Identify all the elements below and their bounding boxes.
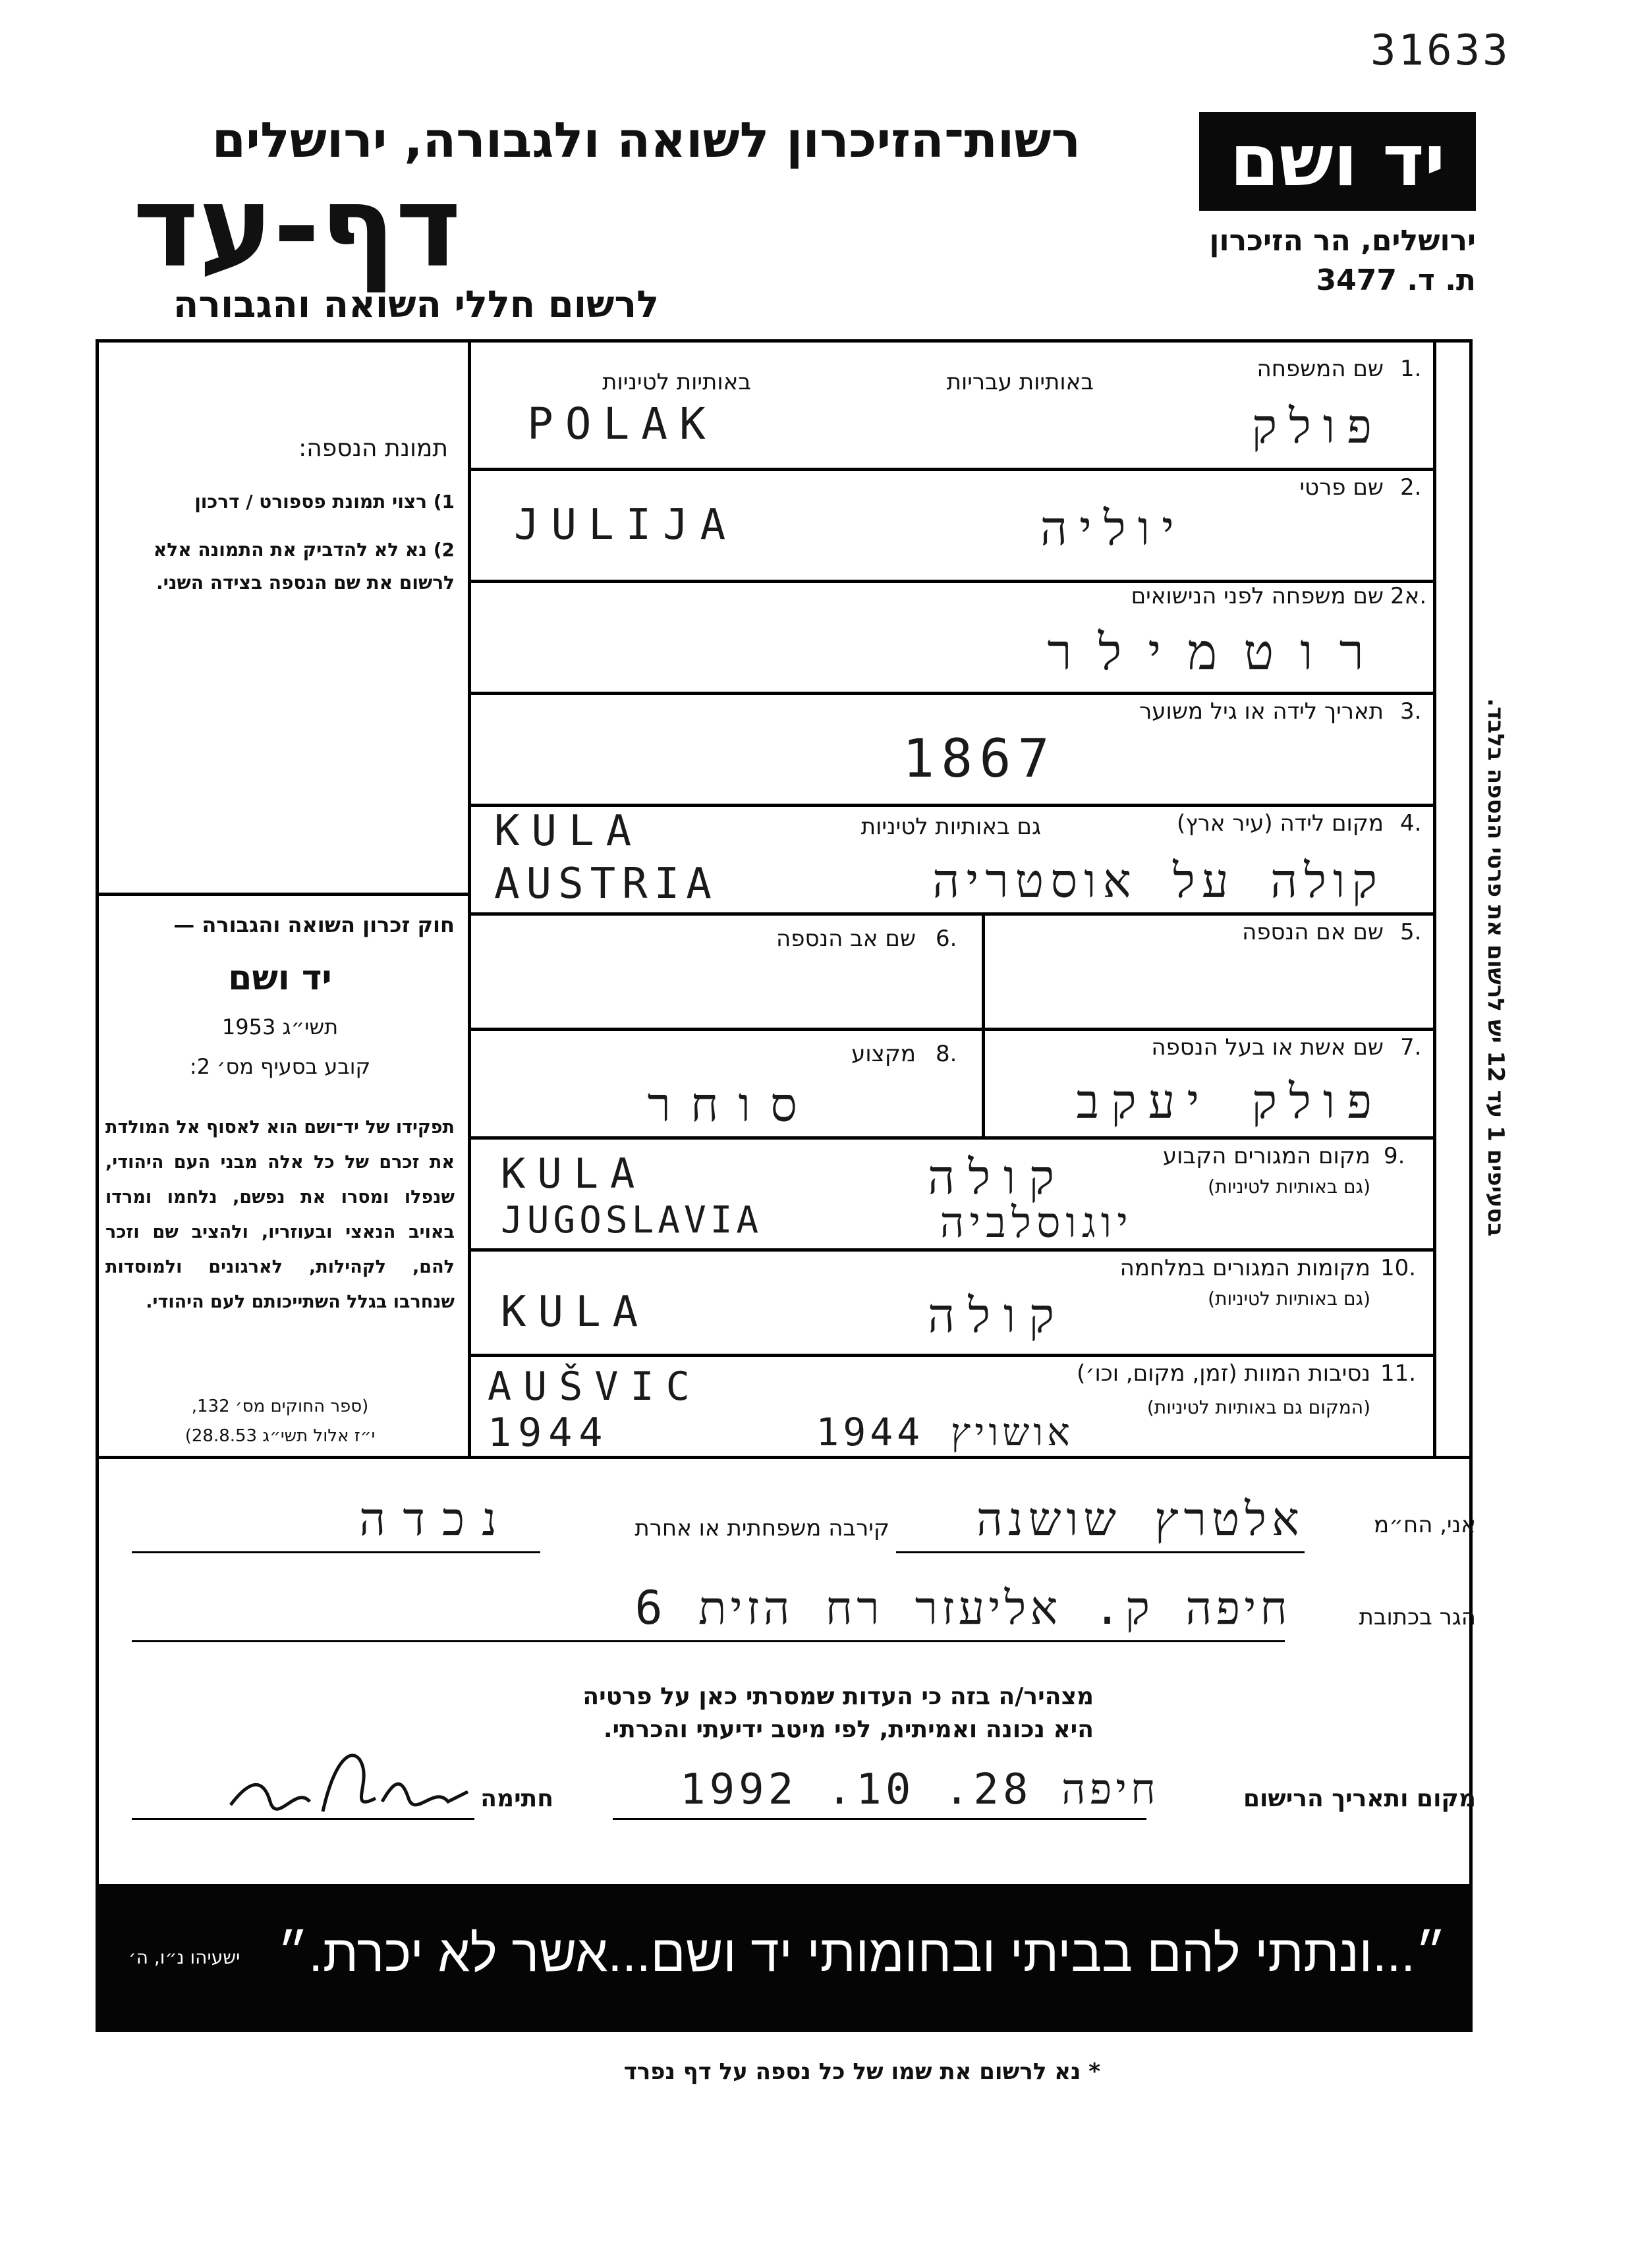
- address-label: הגר בכתובת: [1359, 1604, 1476, 1630]
- field-2a-label: שם משפחה לפני הנישואים: [1131, 583, 1384, 609]
- relation-value: נכדה: [359, 1492, 514, 1546]
- law-date: י״ז אלול תשי״ג 28.8.53): [184, 1426, 376, 1446]
- field-10-sub: (גם באותיות לטיניות): [1208, 1288, 1370, 1310]
- law-section: קובע בסעיף מס׳ 2:: [189, 1054, 371, 1079]
- row-line: [468, 468, 1436, 471]
- address-line: ירושלים, הר הזיכרון: [1209, 224, 1476, 258]
- field-8-label: מקצוע: [851, 1041, 916, 1067]
- relation-label: קירבה משפחתית או אחרת: [634, 1515, 889, 1541]
- declaration-line-1: מצהיר/ה בזה כי העדות שמסרתי כאן על פרטיה: [582, 1683, 1094, 1710]
- logo-text: יד ושם: [1229, 120, 1446, 202]
- field-2-num: 2.: [1400, 474, 1422, 501]
- field-7-num: 7.: [1400, 1034, 1422, 1061]
- field-3-num: 3.: [1400, 698, 1422, 725]
- photo-box-title: תמונת הנספה:: [298, 435, 448, 462]
- field-7-value-hebrew: פולק יעקב: [1076, 1074, 1384, 1129]
- photo-note-2: 2) נא לא להדביק את התמונה אלא לרשום את שם הנספה בצידה השני.: [153, 539, 455, 594]
- field-4-num: 4.: [1400, 810, 1422, 837]
- field-2-label: שם פרטי: [1299, 474, 1384, 501]
- banner-quote: ״...ונתתי להם בביתי ובחומותי יד ושם...אשר לא יכרת.״: [277, 1924, 1446, 1982]
- po-box: ת. ד. 3477: [1316, 263, 1476, 297]
- field-8-value-hebrew: סוחר: [647, 1077, 817, 1132]
- section-line: [96, 1456, 1473, 1459]
- field-10-num: 10.: [1380, 1255, 1417, 1281]
- field-5-num: 5.: [1400, 919, 1422, 945]
- place-date-line: [613, 1818, 1146, 1820]
- field-1-value-latin: POLAK: [527, 399, 718, 449]
- declarant-i-label: אני, הח״מ: [1374, 1512, 1476, 1538]
- left-col-divider: [96, 893, 471, 896]
- field-10-label: מקומות המגורים במלחמה: [1119, 1255, 1370, 1281]
- field-1-value-hebrew: פולק: [1251, 399, 1384, 454]
- archive-number: 31633: [1370, 26, 1511, 75]
- field-4-label: מקום לידה (עיר ארץ): [1176, 810, 1384, 837]
- field-9-value-latin-1: KULA: [501, 1149, 647, 1198]
- field-11-value-hebrew: אושויץ 1944: [816, 1410, 1074, 1454]
- field-3-label: תאריך לידה או גיל משוער: [1139, 698, 1384, 725]
- field-9-sub: (גם באותיות לטיניות): [1208, 1176, 1370, 1198]
- row-line: [468, 1136, 1436, 1140]
- declaration-line-2: היא נכונה ואמיתית, לפי מיטב ידיעתי והכרתי.: [603, 1716, 1094, 1743]
- address-line: [132, 1640, 1285, 1642]
- field-9-value-latin-2: JUGOSLAVIA: [501, 1199, 763, 1242]
- field-10-value-hebrew: קולה: [927, 1288, 1067, 1343]
- form-subtitle: לרשום חללי השואה והגבורה: [173, 283, 659, 326]
- place-date-value: חיפה 28. 10. 1992: [680, 1765, 1160, 1814]
- field-9-label: מקום המגורים הקבוע: [1162, 1143, 1370, 1169]
- law-heading: חוק זכרון השואה והגבורה —: [173, 912, 455, 937]
- field-9-value-hebrew-1: קולה: [927, 1149, 1067, 1205]
- banner-source: ישעיהו נ״ו, ה׳: [128, 1947, 240, 1968]
- relation-line: [132, 1551, 540, 1553]
- field-4-sub: גם באותיות לטיניות: [860, 814, 1041, 840]
- row-line: [468, 912, 1436, 916]
- row-line: [468, 1354, 1436, 1357]
- field-1-num: 1.: [1400, 356, 1422, 382]
- yad-vashem-logo: [1199, 112, 1476, 211]
- row-line: [468, 1028, 1436, 1031]
- field-4-value-latin-2: AUSTRIA: [494, 860, 718, 908]
- field-7-label: שם אשת או בעל הנספה: [1151, 1034, 1384, 1061]
- photo-note-1: 1) רצוי תמונת פספורט / דרכון: [194, 491, 455, 512]
- field-2a-num: 2א.: [1390, 583, 1427, 609]
- declarant-name-line: [896, 1551, 1305, 1553]
- law-year: תשי״ג 1953: [221, 1014, 339, 1039]
- side-note: בסעיפים 1 עד 12 יש לרשום את פרטי הנספה בלבד.: [1482, 698, 1509, 1237]
- field-4-value-hebrew: קולה על אוסטריה: [932, 853, 1384, 908]
- field-2a-value-hebrew: רוטמילר: [1047, 622, 1390, 681]
- field-1-sub-hebrew: באותיות עבריות: [946, 369, 1094, 395]
- quote-banner: [96, 1884, 1473, 2032]
- field-11-num: 11.: [1380, 1360, 1417, 1387]
- row-line: [468, 692, 1436, 695]
- field-11-value-latin-2: 1944: [488, 1410, 609, 1456]
- field-4-value-latin-1: KULA: [494, 807, 644, 856]
- field-11-label: נסיבות המוות (זמן, מקום, וכו׳): [1077, 1360, 1370, 1387]
- declarant-name: אלטרץ שושנה: [976, 1492, 1305, 1546]
- field-2-value-latin: JULIJA: [514, 501, 738, 549]
- law-text: תפקידו של יד־ושם הוא לאסוף אל המולדת את זכרם של כל אלה מבני העם היהודי, שנפלו ומסרו את נפשם, נלחמו ומרדו באויב הנאצי ובעוזריו, ולהציב שם וזכר להם, לקהילות, לארגונים ולמוסדות שנחרבו בגלל השתייכותם לעם היהודי.: [105, 1117, 455, 1312]
- law-name: יד ושם: [228, 958, 332, 998]
- field-6-num: 6.: [936, 926, 957, 952]
- field-2-value-hebrew: יוליה: [1040, 501, 1186, 556]
- field-6-label: שם אב הנספה: [776, 926, 916, 952]
- column-divider: [468, 339, 471, 1459]
- field-11-sub: (המקום גם באותיות לטיניות): [1146, 1397, 1370, 1418]
- signature-label: חתימה: [480, 1785, 553, 1812]
- place-date-label: מקום ותאריך הרישום: [1243, 1785, 1476, 1812]
- field-9-value-hebrew-2: יוגוסלביה: [940, 1199, 1133, 1248]
- field-10-value-latin: KULA: [501, 1288, 650, 1337]
- signature-mark: [224, 1739, 474, 1825]
- split-line: [982, 912, 985, 1028]
- footnote: * נא לרשום את שמו של כל נספה על דף נפרד: [623, 2059, 1100, 2085]
- field-1-label: שם המשפחה: [1256, 356, 1384, 382]
- address-value: חיפה ק. אליעזר רח הזית 6: [634, 1581, 1291, 1635]
- row-line: [468, 1248, 1436, 1252]
- field-3-value: 1867: [903, 728, 1056, 789]
- law-source: (ספר החוקים מס׳ 132,: [191, 1397, 369, 1416]
- field-5-label: שם אם הנספה: [1242, 919, 1384, 945]
- field-1-sub-latin: באותיות לטיניות: [602, 369, 751, 395]
- field-9-num: 9.: [1384, 1143, 1405, 1169]
- field-8-num: 8.: [936, 1041, 957, 1067]
- org-line: רשות־הזיכרון לשואה ולגבורה, ירושלים: [211, 112, 1081, 169]
- form-title: דף-עד: [132, 162, 461, 292]
- field-11-value-latin-1: AUŠVIC: [488, 1364, 702, 1410]
- fields-right-border: [1433, 339, 1436, 1459]
- split-line: [982, 1028, 985, 1136]
